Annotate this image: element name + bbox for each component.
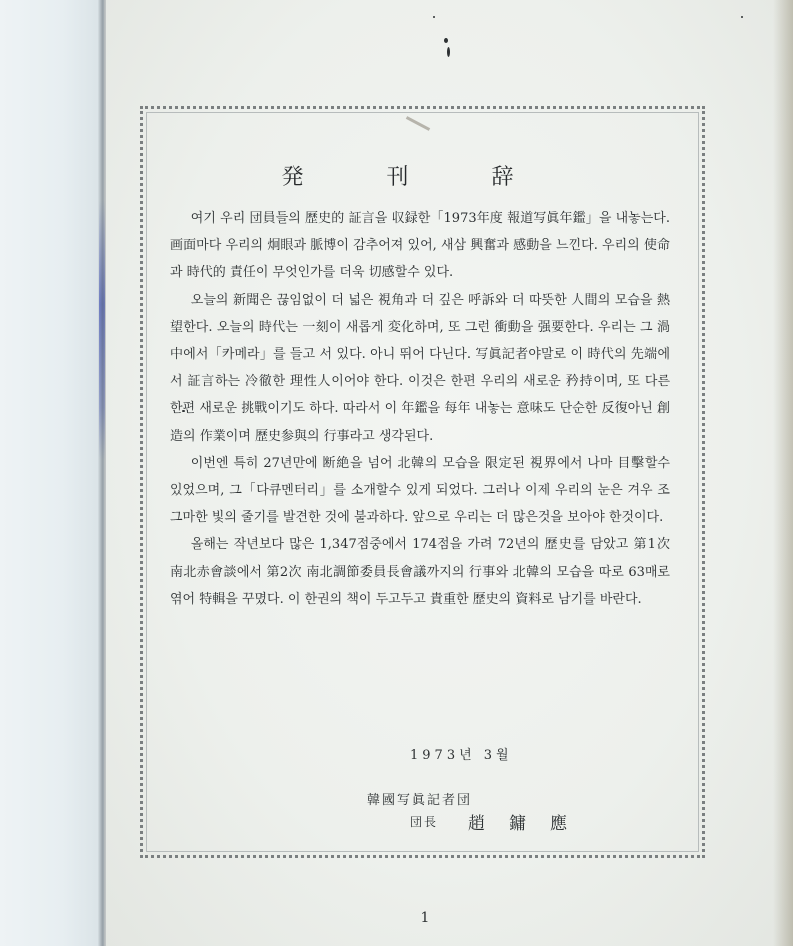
page-title: 発 刊 辞 bbox=[281, 165, 552, 190]
page-number: 1 bbox=[420, 910, 430, 926]
date: 1973년 3월 bbox=[410, 748, 513, 763]
signature-line bbox=[410, 809, 591, 834]
left-page bbox=[0, 0, 104, 946]
ink-speck bbox=[447, 47, 450, 57]
page-edge-shadow bbox=[773, 0, 793, 946]
organization: 韓國写眞記者団 bbox=[367, 793, 473, 808]
ink-speck bbox=[741, 16, 743, 18]
paragraph-2: 오늘의 新聞은 끊임없이 더 넓은 視角과 더 깊은 呼訴와 더 따뜻한 人間의 모습을 熱望한다. 오늘의 時代는 一刻이 새롭게 変化하며, 또 그런 衝動을 强要한다. 우리는 그 渦中에서「카메라」를 들고 서 있다. 아니 뛰어 다닌다. 写眞記者야말로 이 時代의 先端에서 証言하는 冷徹한 理性人이어야 한다. 이것은 한편 우리의 새로운 矜持이며, 또 다른 한편 새로운 挑戰이기도 하다. 따라서 이 年鑑을 每年 내놓는 意味도 단순한 反復아닌 創造의 作業이며 歷史参與의 行事라고 생각된다. bbox=[170, 292, 670, 444]
paragraph-3: 이번엔 특히 27년만에 断絶을 넘어 北韓의 모습을 限定된 視界에서 나마 目擊할수 있었으며, 그「다큐멘터리」를 소개할수 있게 되었다. 그러나 이제 우리의 눈은 겨우 조그마한 빛의 줄기를 발견한 것에 불과하다. 앞으로 우리는 더 많은것을 보아야 한것이다. bbox=[170, 455, 670, 526]
ink-speck bbox=[433, 16, 435, 18]
signatory-name: 趙鏞應 bbox=[468, 814, 592, 834]
body-text bbox=[170, 205, 670, 613]
signatory-title: 団長 bbox=[410, 815, 439, 829]
ink-speck bbox=[444, 38, 448, 43]
paragraph-4: 올해는 작년보다 많은 1,347점중에서 174점을 가려 72년의 歷史를 담았고 第1次 南北赤會談에서 第2次 南北調節委員長會議까지의 行事와 北韓의 모습을 따로 63매로 엮어 特輯을 꾸몄다. 이 한권의 책이 두고두고 貴重한 歷史의 資料로 남기를 바란다. bbox=[170, 537, 670, 607]
paragraph-1: 여기 우리 団員들의 歷史的 証言을 収録한「1973年度 報道写眞年鑑」을 내놓는다. 画面마다 우리의 炯眼과 脈博이 감추어져 있어, 새삼 興奮과 感動을 느낀다. 우리의 使命과 時代的 責任이 무엇인가를 더욱 切感할수 있다. bbox=[170, 211, 670, 281]
